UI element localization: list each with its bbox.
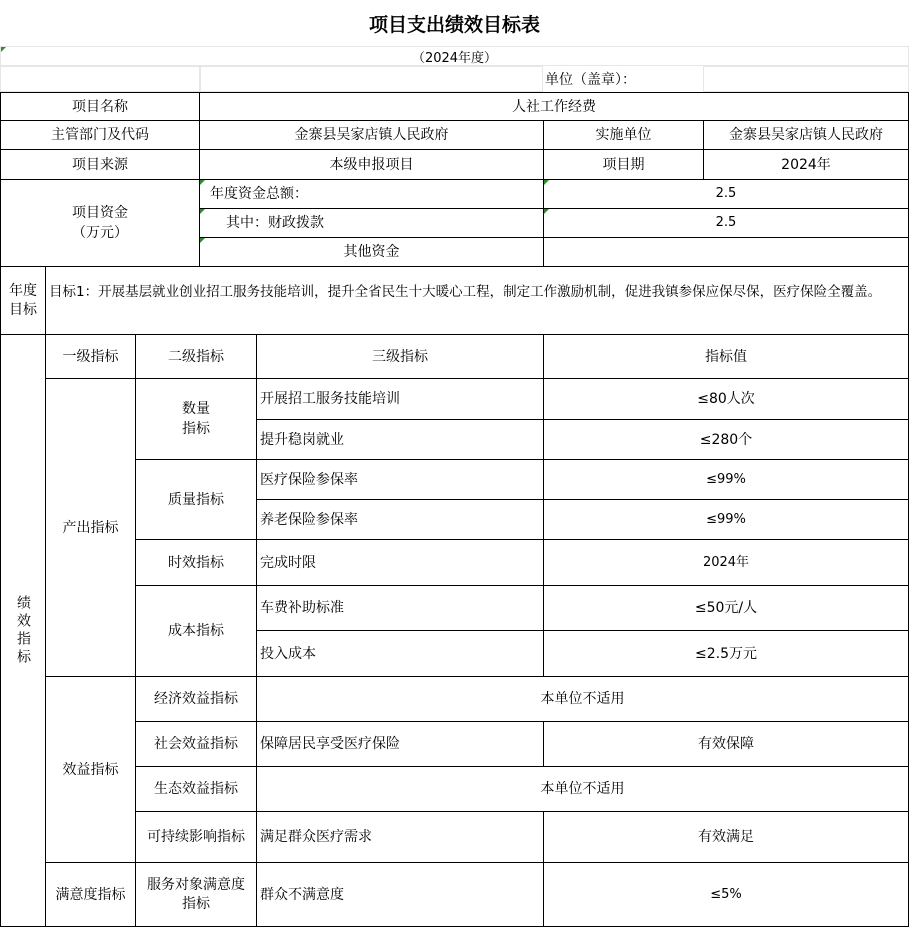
period-value: 2024年	[703, 149, 909, 180]
blank-cell	[0, 66, 200, 92]
source-value: 本级申报项目	[199, 149, 544, 180]
blank-cell	[200, 66, 543, 92]
funds-fiscal-label: 其中：财政拨款	[199, 208, 544, 238]
social-benefit-label: 社会效益指标	[135, 721, 257, 767]
investment-item: 投入成本	[256, 630, 544, 677]
header-level2: 二级指标	[135, 334, 257, 379]
unit-seal-label: 单位（盖章）：	[545, 72, 636, 88]
cell-marker	[200, 180, 205, 185]
employment-value: ≤280个	[543, 419, 909, 460]
dissatisfaction-item: 群众不满意度	[256, 862, 544, 927]
funds-other-value	[543, 237, 909, 267]
cell-marker	[544, 180, 549, 185]
performance-indicators-label: 绩效指标	[0, 334, 46, 927]
blank-cell	[703, 66, 909, 92]
dept-value: 金寨县吴家店镇人民政府	[199, 120, 544, 150]
subsidy-item: 车费补助标准	[256, 585, 544, 631]
sustainability-label: 可持续影响指标	[135, 811, 257, 863]
funds-total-value: 2.5	[543, 179, 909, 209]
quality-indicators-label: 质量指标	[135, 459, 257, 540]
sustainability-value: 有效满足	[543, 811, 909, 863]
social-benefit-item: 保障居民享受医疗保险	[256, 721, 544, 767]
social-benefit-value: 有效保障	[543, 721, 909, 767]
funds-total-label: 年度资金总额：	[199, 179, 544, 209]
quantity-indicators-label: 数量 指标	[135, 378, 257, 460]
cell-marker	[200, 209, 205, 214]
deadline-value: 2024年	[543, 539, 909, 586]
timeliness-indicators-label: 时效指标	[135, 539, 257, 586]
medical-rate-item: 医疗保险参保率	[256, 459, 544, 500]
source-label: 项目来源	[0, 149, 200, 180]
training-value: ≤80人次	[543, 378, 909, 420]
impl-unit-label: 实施单位	[543, 120, 704, 150]
benefit-indicators-label: 效益指标	[45, 676, 136, 863]
training-item: 开展招工服务技能培训	[256, 378, 544, 420]
medical-rate-value: ≤99%	[543, 459, 909, 500]
pension-rate-value: ≤99%	[543, 499, 909, 540]
output-indicators-label: 产出指标	[45, 378, 136, 677]
project-name-label: 项目名称	[0, 92, 200, 121]
sustainability-item: 满足群众医疗需求	[256, 811, 544, 863]
funds-other-label: 其他资金	[199, 237, 544, 267]
service-satisfaction-label: 服务对象满意度 指标	[135, 862, 257, 927]
economic-benefit-value: 本单位不适用	[256, 676, 909, 722]
pension-rate-item: 养老保险参保率	[256, 499, 544, 540]
eco-benefit-value: 本单位不适用	[256, 766, 909, 812]
project-name-value: 人社工作经费	[199, 92, 909, 121]
cell-marker	[1, 47, 6, 52]
funds-label: 项目资金 （万元）	[0, 179, 200, 267]
subsidy-value: ≤50元/人	[543, 585, 909, 631]
cell-marker	[200, 238, 205, 243]
impl-unit-value: 金寨县吴家店镇人民政府	[703, 120, 909, 150]
cost-indicators-label: 成本指标	[135, 585, 257, 677]
fiscal-year-subtitle: （2024年度）	[411, 50, 498, 66]
cell-marker	[544, 209, 549, 214]
deadline-item: 完成时限	[256, 539, 544, 586]
economic-benefit-label: 经济效益指标	[135, 676, 257, 722]
annual-goal-text: 目标1：开展基层就业创业招工服务技能培训，提升全省民生十大暖心工程，制定工作激励机制，促进我镇参保应保尽保，医疗保险全覆盖。	[45, 266, 909, 335]
header-level1: 一级指标	[45, 334, 136, 379]
header-level3: 三级指标	[256, 334, 544, 379]
eco-benefit-label: 生态效益指标	[135, 766, 257, 812]
annual-goal-label: 年度 目标	[0, 266, 46, 335]
satisfaction-indicators-label: 满意度指标	[45, 862, 136, 927]
dept-label: 主管部门及代码	[0, 120, 200, 150]
dissatisfaction-value: ≤5%	[543, 862, 909, 927]
period-label: 项目期	[543, 149, 704, 180]
page-title: 项目支出绩效目标表	[368, 13, 540, 36]
header-value: 指标值	[543, 334, 909, 379]
employment-item: 提升稳岗就业	[256, 419, 544, 460]
investment-value: ≤2.5万元	[543, 630, 909, 677]
subtitle-row	[0, 46, 909, 66]
funds-fiscal-value: 2.5	[543, 208, 909, 238]
